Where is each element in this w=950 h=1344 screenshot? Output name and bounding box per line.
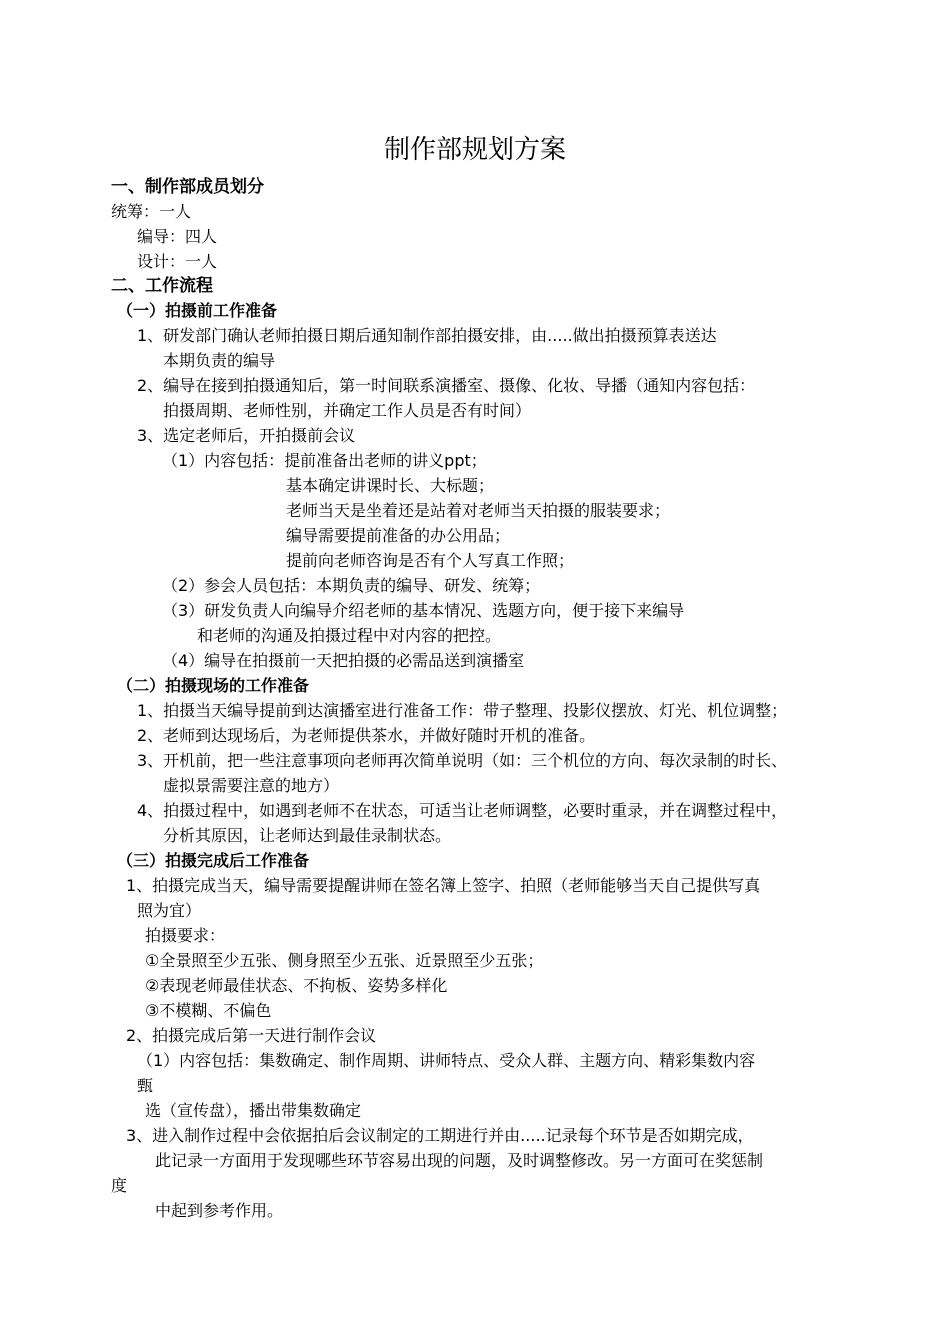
text-line: 拍摄要求： [145,926,226,945]
subsection-heading: （二）拍摄现场的工作准备 [117,676,310,695]
text-line: 编导需要提前准备的办公用品； [286,526,511,545]
text-line: 3、进入制作过程中会依据拍后会议制定的工期进行并由.....记录每个环节是否如期完成， [126,1126,754,1145]
section-heading: 一、制作部成员划分 [111,177,264,197]
text-line: 2、老师到达现场后，为老师提供茶水，并做好随时开机的准备。 [137,726,596,745]
text-line: （3）研发负责人向编导介绍老师的基本情况、选题方向，便于接下来编导 [162,601,685,620]
text-line: ①全景照至少五张、侧身照至少五张、近景照至少五张； [145,951,544,970]
subsection-heading: （三）拍摄完成后工作准备 [117,851,310,870]
text-line: 提前向老师咨询是否有个人写真工作照； [286,551,575,570]
text-line: 3、选定老师后，开拍摄前会议 [137,426,356,445]
text-line: 分析其原因，让老师达到最佳录制状态。 [163,826,452,845]
text-line: 本期负责的编导 [163,351,276,370]
text-line: 4、拍摄过程中，如遇到老师不在状态，可适当让老师调整，必要时重录，并在调整过程中， [137,801,788,820]
text-line: 此记录一方面用于发现哪些环节容易出现的问题，及时调整修改。另一方面可在奖惩制 [155,1151,764,1170]
text-line: 照为宜） [137,901,202,920]
text-line: 3、开机前，把一些注意事项向老师再次简单说明（如：三个机位的方向、每次录制的时长、 [137,751,788,770]
text-line: 拍摄周期、老师性别，并确定工作人员是否有时间） [163,401,532,420]
text-line: （4）编导在拍摄前一天把拍摄的必需品送到演播室 [162,651,525,670]
member-line: 统筹：一人 [111,202,192,221]
member-line: 设计：一人 [137,252,218,271]
text-line: 和老师的沟通及拍摄过程中对内容的把控。 [197,626,502,645]
text-line: 选（宣传盘），播出带集数确定 [145,1101,362,1120]
subsection-heading: （一）拍摄前工作准备 [117,301,278,320]
text-line: 度 [111,1176,128,1195]
page-title: 制作部规划方案 [383,135,566,165]
text-line: ②表现老师最佳状态、不拘板、姿势多样化 [145,976,448,995]
text-line: 1、拍摄当天编导提前到达演播室进行准备工作：带子整理、投影仪摆放、灯光、机位调整； [137,701,788,720]
text-line: 甄 [137,1076,154,1095]
text-line: 虚拟景需要注意的地方） [163,776,340,795]
text-line: 基本确定讲课时长、大标题； [286,476,495,495]
text-line: （1）内容包括：集数确定、制作周期、讲师特点、受众人群、主题方向、精彩集数内容 [137,1051,756,1070]
text-line: （2）参会人员包括：本期负责的编导、研发、统筹； [162,576,541,595]
text-line: （1）内容包括：提前准备出老师的讲义ppt； [162,451,487,470]
text-line: 中起到参考作用。 [155,1201,284,1220]
section-heading: 二、工作流程 [111,276,213,296]
text-line: 1、拍摄完成当天，编导需要提醒讲师在签名簿上签字、拍照（老师能够当天自己提供写真 [126,876,761,895]
text-line: 2、编导在接到拍摄通知后，第一时间联系演播室、摄像、化妆、导播（通知内容包括： [137,376,756,395]
text-line: 2、拍摄完成后第一天进行制作会议 [126,1026,377,1045]
text-line: ③不模糊、不偏色 [145,1001,272,1020]
member-line: 编导：四人 [137,227,218,246]
text-line: 1、研发部门确认老师拍摄日期后通知制作部拍摄安排，由.....做出拍摄预算表送达 [137,326,717,345]
text-line: 老师当天是坐着还是站着对老师当天拍摄的服装要求； [286,501,671,520]
